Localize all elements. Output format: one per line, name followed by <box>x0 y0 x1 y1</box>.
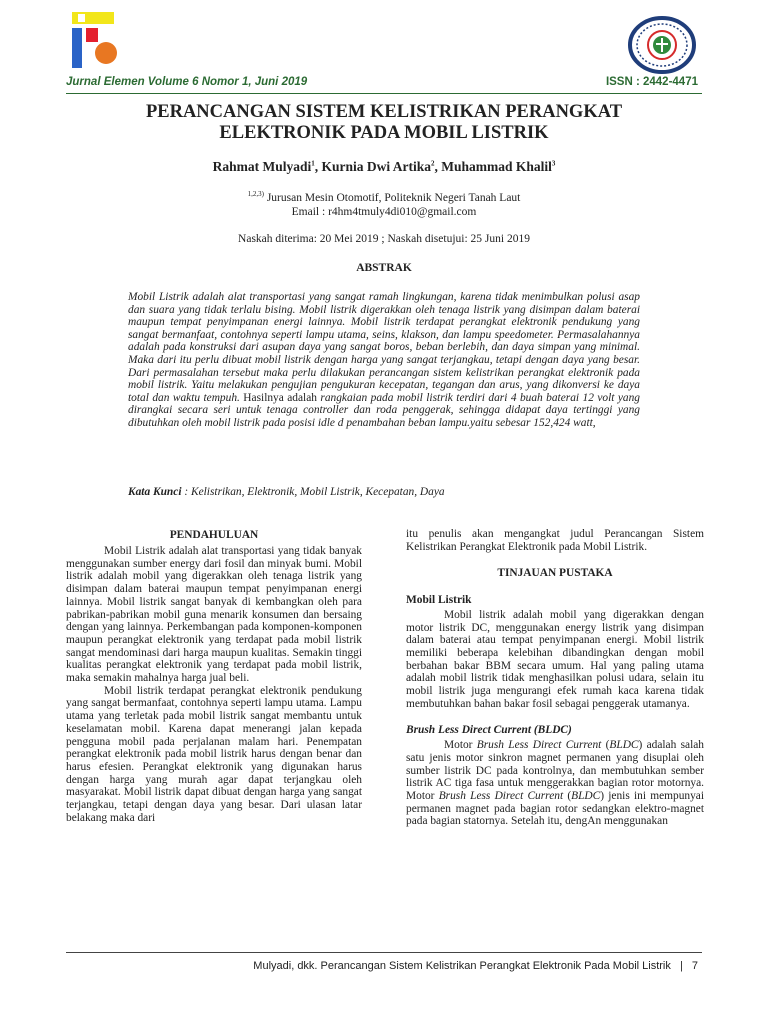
title-line-1: PERANCANGAN SISTEM KELISTRIKAN PERANGKAT <box>145 102 623 122</box>
title-line-2: ELEKTRONIK PADA MOBIL LISTRIK <box>219 123 549 143</box>
journal-name: Jurnal Elemen Volume 6 Nomor 1, Juni 2019 <box>66 76 308 88</box>
left-column <box>66 545 362 824</box>
issn: ISSN : 2442-4471 <box>605 76 698 88</box>
section-heading-tinjauan: TINJAUAN PUSTAKA <box>497 567 613 580</box>
abstract-text-2: Hasilnya adalah <box>239 391 321 404</box>
journal-logo <box>72 12 118 68</box>
institution-seal <box>628 16 696 74</box>
page-footer <box>253 960 698 972</box>
paragraph: Mobil Listrik adalah alat transportasi yang tidak banyak menggunakan sumber energy dari fosil dan minyak bumi. Mobil listrik adalah mobil yang digerakkan oleh tenaga listrik yang disimpan dalam baterai maupun tempat penyimpanan energi lainnya. Mobil listrik sangat banyak di kembangkan oleh para pabrikan-pabrikan mobil guna menarik konsumen dan bersaing dengan yang lainnya. Perkembangan pada komponen-komponen maupun perangkat elektronik yang terdapat pada mobil listrik sangat mendominasi dari harga maupun kualitas. Semakin tinggi kualitas perangkat elektronik yang terdapat pada mobil listrik, maka semakin mahalnya harga jual beli. <box>66 545 362 685</box>
author-3-sup: 3 <box>551 159 556 168</box>
section-heading-pendahuluan: PENDAHULUAN <box>169 529 259 541</box>
paragraph: Mobil listrik terdapat perangkat elektronik pendukung yang sangat bermanfaat, contohnya seperti lampu utama. Lampu utama yang terletak pada mobil listrik sangat membantu untuk keselamatan mobil. Karena dapat menerangi jalan kepada pengguna mobil pada perjalanan malam hari. Penempatan perangkat elektronik pada mobil listrik harus dengan benar dan harus efesien. Perangkat elektronik yang digunakan harus dengan harga yang murah agar dapat terjangkau oleh masyarakat. Mobil listrik dapat dibuat dengan harga yang sangat terjangkau, tetapi dengan daya yang besar. Dari ulasan latar belakang maka dari <box>66 684 362 824</box>
keywords <box>128 486 640 498</box>
submission-dates: Naskah diterima: 20 Mei 2019 ; Naskah disetujui: 25 Juni 2019 <box>238 233 530 245</box>
authors: Rahmat Mulyadi$^1$, Kurnia Dwi Artika$^2$, Muhammad Khalil$^3$ <box>212 159 556 174</box>
abstract-text-1: Mobil Listrik adalah alat transportasi yang sangat ramah lingkungan, karena tidak menimbulkan polusi asap dan suara yang tidak terlalu bising. Mobil listrik digerakkan oleh tenaga listrik yang disimpan dalam baterai maupun tempat penyimpanan energi lainnya. Mobil listrik terdapat perangkat elektronik pendukung yang sangat bermanfaat, contohnya seperti lampu utama, seins, klakson, dan lampu speedometer. Permasalahannya adalah pada konstruksi dari asupan daya yang sangat boros, beban berlebih, dan daya simpan yang minimal. Maka dari itu perlu dibuat mobil listrik dengan harga yang sangat terjangkau, tetapi dengan daya yang besar. Dari permasalahan tersebut maka perlu dilakukan perancangan sistem kelistrikan perangkat elektronik pada mobil listrik. Yaitu melakukan pengujian pengukuran kecepatan, tegangan dan arus, yang dikonversi ke daya total dan waktu tempuh. <box>128 291 640 404</box>
footer-rule <box>66 952 702 953</box>
author-3: Muhammad Khalil <box>441 159 552 174</box>
affil-sup: 1,2,3) <box>247 190 264 198</box>
author-2-sup: 2 <box>431 159 435 168</box>
header-rule <box>66 93 702 94</box>
subheading-mobil-listrik: Mobil Listrik <box>406 594 472 607</box>
page-number: 7 <box>691 960 698 972</box>
paragraph: Mobil listrik adalah mobil yang digerakkan dengan motor listrik DC, menggunakan energy listrik yang disimpan dalam baterai atau tempat penyimpanan energi. Mobil listrik memiliki beberapa kelebihan dibandingkan dengan mobil berbahan bakar BBM secara umum. Hal yang paling utama adalah mobil listrik tidak menghasilkan polusi udara, selain itu mobil listrik juga mengurangi efek rumah kaca karena tidak membutuhkan bahan bakar fosil sebagai penggerak utamanya. <box>406 608 704 710</box>
paragraph: itu penulis akan mengangkat judul Perancangan Sistem Kelistrikan Perangkat Elektronik pada Mobil Listrik. <box>406 528 704 553</box>
paragraph-bldc: Motor Brush Less Direct Current (BLDC) adalah salah satu jenis motor sinkron magnet permanen yang disuplai oleh sumber listrik DC pada kontrolnya, dan membutuhkan sember listrik AC tiga fasa untuk menggerakkan bagian rotor motornya. Motor Brush Less Direct Current (BLDC) jenis ini mempunyai permanen magnet pada bagian rotor sedangkan elektro-magnet pada bagian statornya. Setelah itu, dengAn menggunakan <box>406 739 705 828</box>
subheading-bldc: Brush Less Direct Current (BLDC) <box>406 724 572 737</box>
abstract-heading: ABSTRAK <box>356 262 412 274</box>
footer-citation: Mulyadi, dkk. Perancangan Sistem Kelistrikan Perangkat Elektronik Pada Mobil Listrik <box>253 960 671 972</box>
abstract-text-3: rangkaian pada mobil listrik terdiri dari 4 buah baterai 12 volt yang dirangkai secara seri untuk tenaga controller dan roda penggerak, sehingga didapat daya tertinggi yang dibutuhkan oleh mobil listrik pada posisi idle d penambahan beban lampu.yaitu sebesar 152,424 watt, <box>128 391 640 429</box>
keywords-list: : Kelistrikan, Elektronik, Mobil Listrik, Kecepatan, Daya <box>181 486 445 498</box>
article-title <box>100 102 668 144</box>
author-2: Kurnia Dwi Artika <box>321 159 431 174</box>
footer-separator: | <box>679 960 683 972</box>
keywords-label: Kata Kunci <box>128 486 182 498</box>
affiliation-block <box>100 187 668 219</box>
abstract-body <box>128 291 640 430</box>
right-column <box>406 528 704 828</box>
affiliation: Jurusan Mesin Otomotif, Politeknik Negeri Tanah Laut <box>266 191 521 204</box>
author-1: Rahmat Mulyadi <box>212 159 312 174</box>
email: Email : r4hm4tmuly4di010@gmail.com <box>291 205 477 218</box>
author-1-sup: 1 <box>311 159 315 168</box>
